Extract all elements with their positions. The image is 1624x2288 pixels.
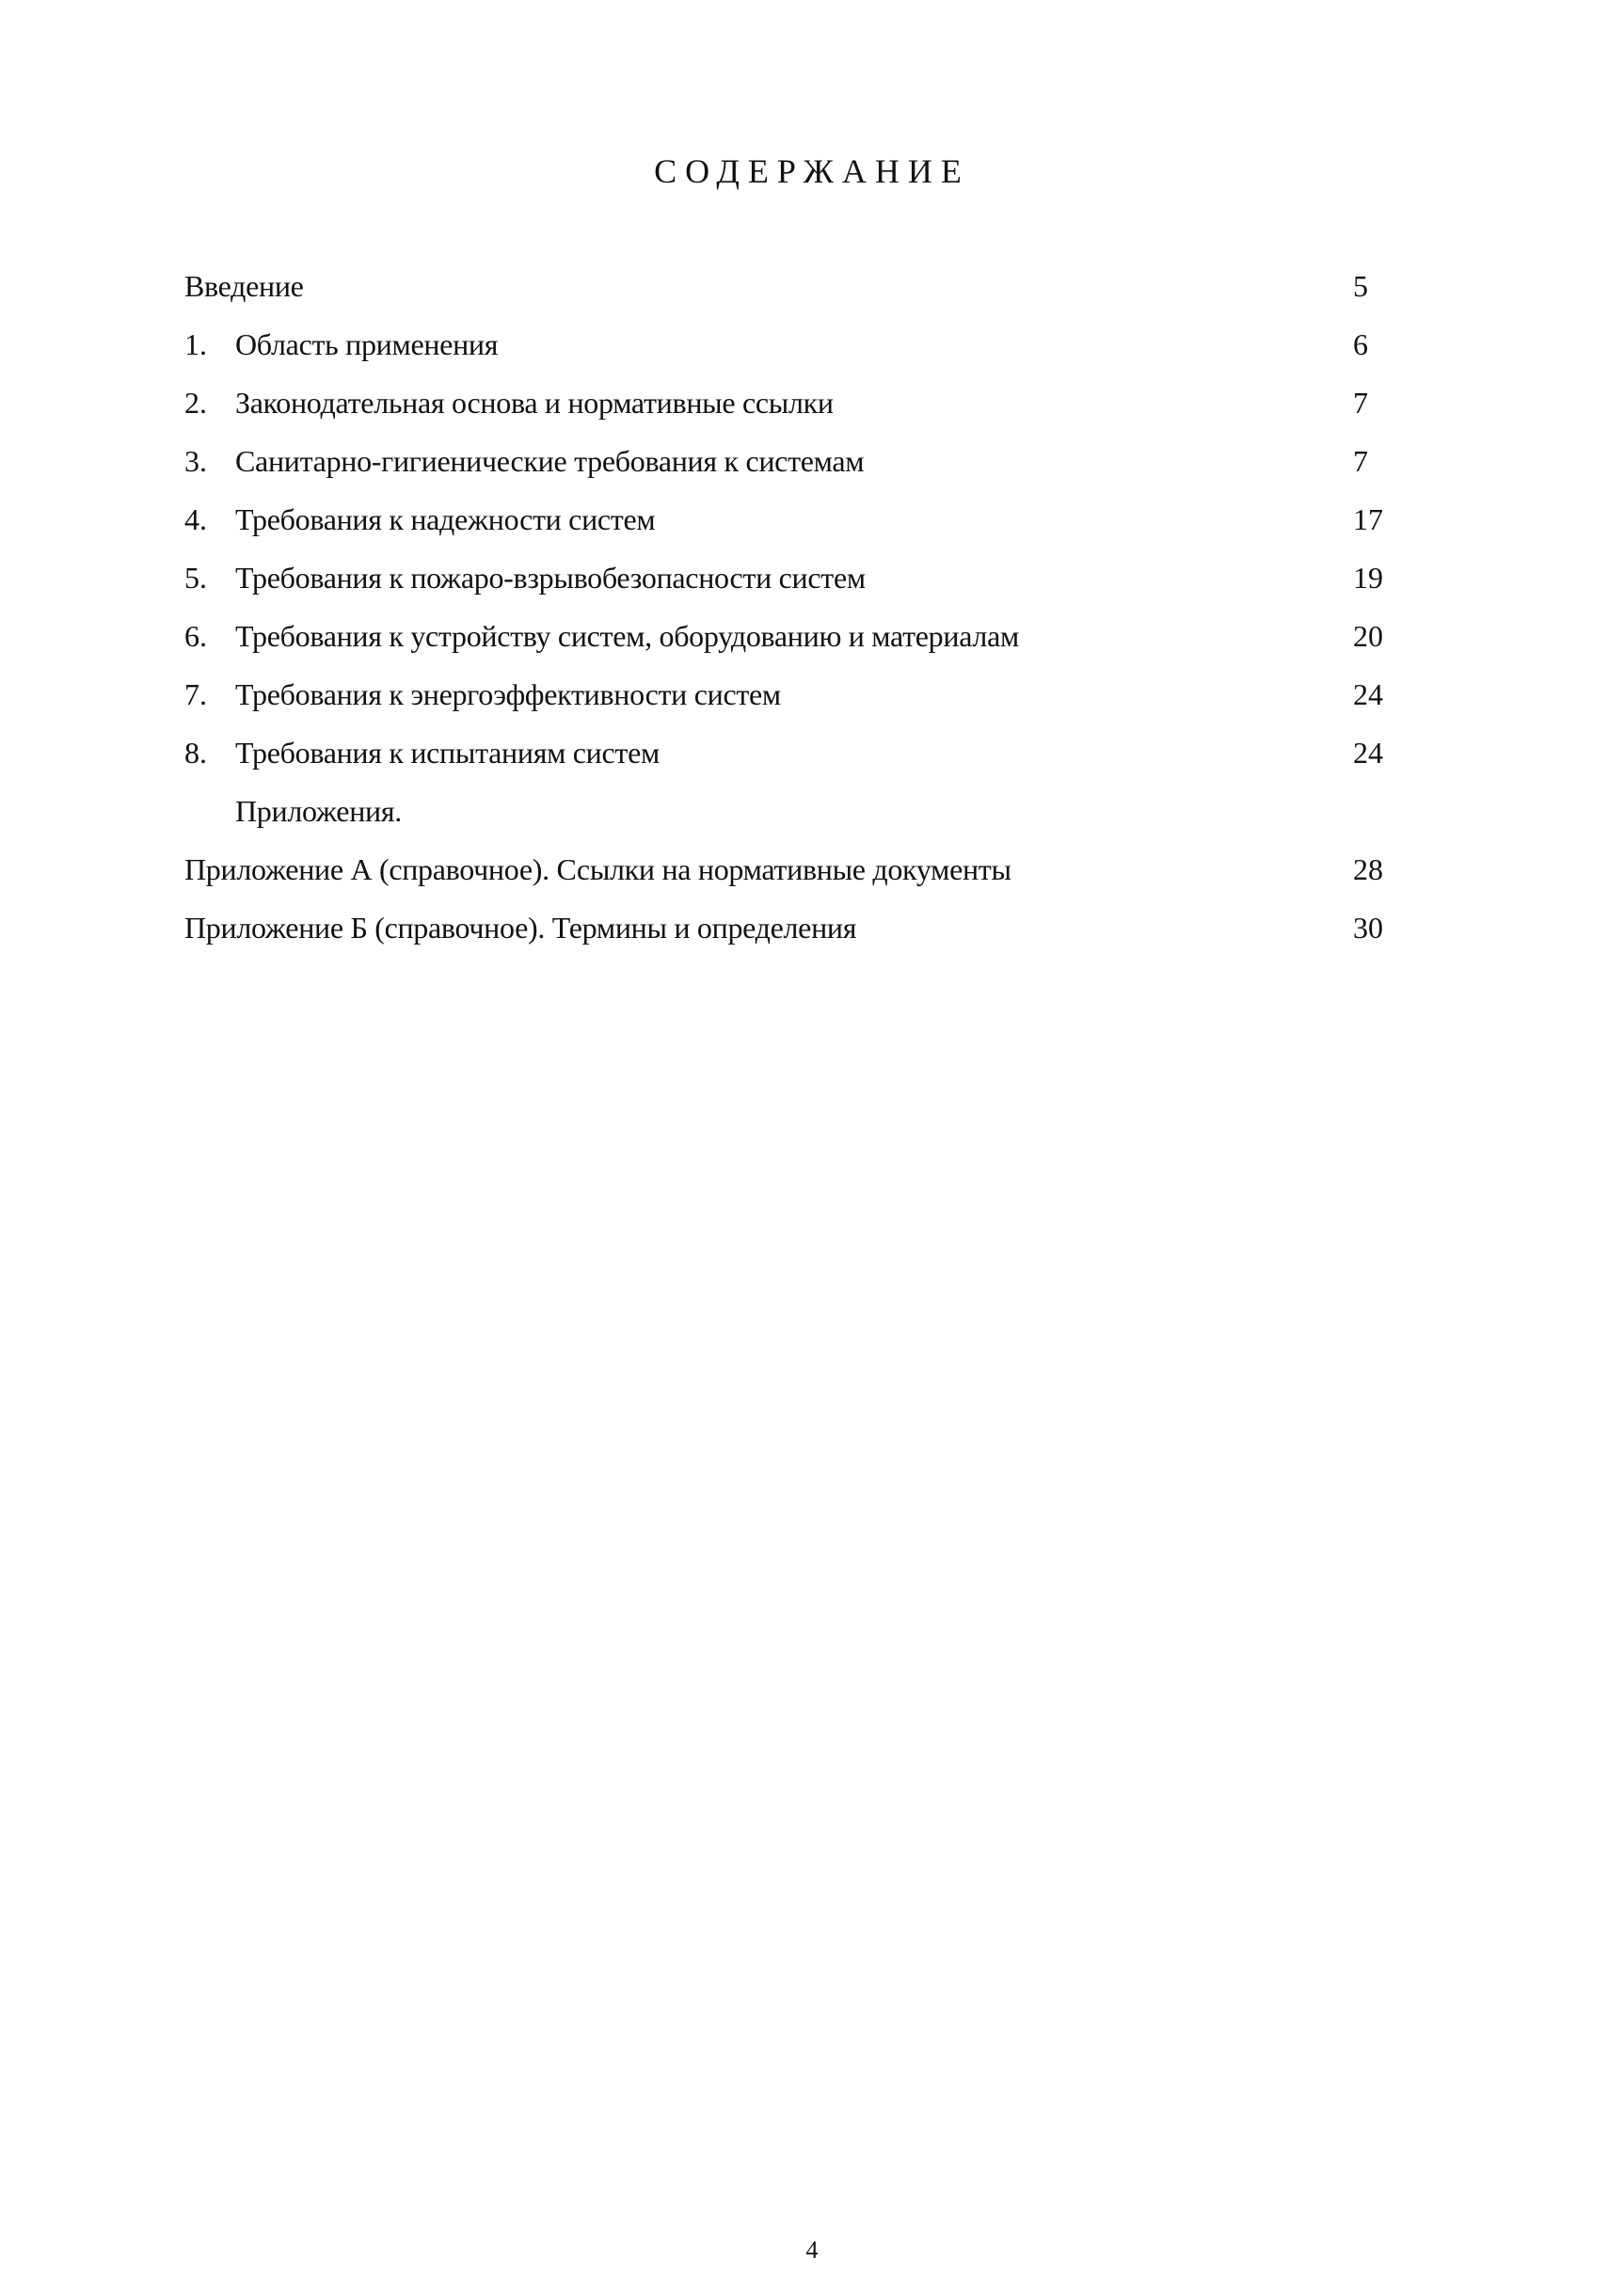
toc-entry-page: 24 [1353,677,1383,711]
toc-entry-number: 2. [184,386,207,420]
toc-entry-3[interactable] [184,438,1409,497]
toc-entry-text: Санитарно-гигиенические требования к системам [235,444,865,478]
toc-entry-page: 30 [1353,911,1383,945]
toc-entry-number: 5. [184,561,207,595]
toc-entry-text: Требования к энергоэффективности систем [235,677,781,711]
page-title: СОДЕРЖАНИЕ [654,152,970,190]
toc-entry-page: 5 [1353,269,1368,303]
toc-entry-5[interactable] [184,555,1409,613]
toc-entry-number: 3. [184,444,207,478]
toc-entry-text: Введение [184,269,304,303]
toc-entry-page: 19 [1353,561,1383,595]
toc-entry-text: Приложения. [235,794,402,828]
toc-entry-page: 28 [1353,852,1383,886]
toc-entry-number: 7. [184,677,207,711]
toc-entry-text: Приложение Б (справочное). Термины и определения [184,911,857,945]
toc-entry-text: Требования к испытаниям систем [235,736,660,770]
toc-entry-2[interactable] [184,380,1409,438]
toc-entry-text: Требования к устройству систем, оборудованию и материалам [235,619,1019,653]
toc-entry-text: Требования к надежности систем [235,502,656,536]
toc-entry-page: 24 [1353,736,1383,770]
toc-appendices-heading [184,788,1409,847]
toc-entry-number: 8. [184,736,207,770]
toc-entry-page: 6 [1353,327,1368,361]
toc-entry-text: Требования к пожаро-взрывобезопасности систем [235,561,866,595]
table-of-contents [184,263,1409,963]
toc-entry-number: 1. [184,327,207,361]
toc-entry-6[interactable] [184,613,1409,672]
toc-entry-page: 7 [1353,444,1368,478]
toc-entry-introduction[interactable] [184,263,1409,322]
toc-entry-7[interactable] [184,672,1409,730]
toc-entry-appendix-a[interactable] [184,847,1409,905]
toc-entry-appendix-b[interactable] [184,905,1409,963]
toc-entry-page: 17 [1353,502,1383,536]
toc-entry-page: 7 [1353,386,1368,420]
toc-entry-page: 20 [1353,619,1383,653]
toc-entry-number: 6. [184,619,207,653]
page-number: 4 [805,2236,819,2264]
toc-entry-text: Приложение А (справочное). Ссылки на нормативные документы [184,852,1011,886]
toc-entry-number: 4. [184,502,207,536]
toc-entry-1[interactable] [184,322,1409,380]
toc-entry-text: Область применения [235,327,499,361]
toc-entry-text: Законодательная основа и нормативные ссылки [235,386,834,420]
toc-entry-8[interactable] [184,730,1409,788]
toc-entry-4[interactable] [184,497,1409,555]
